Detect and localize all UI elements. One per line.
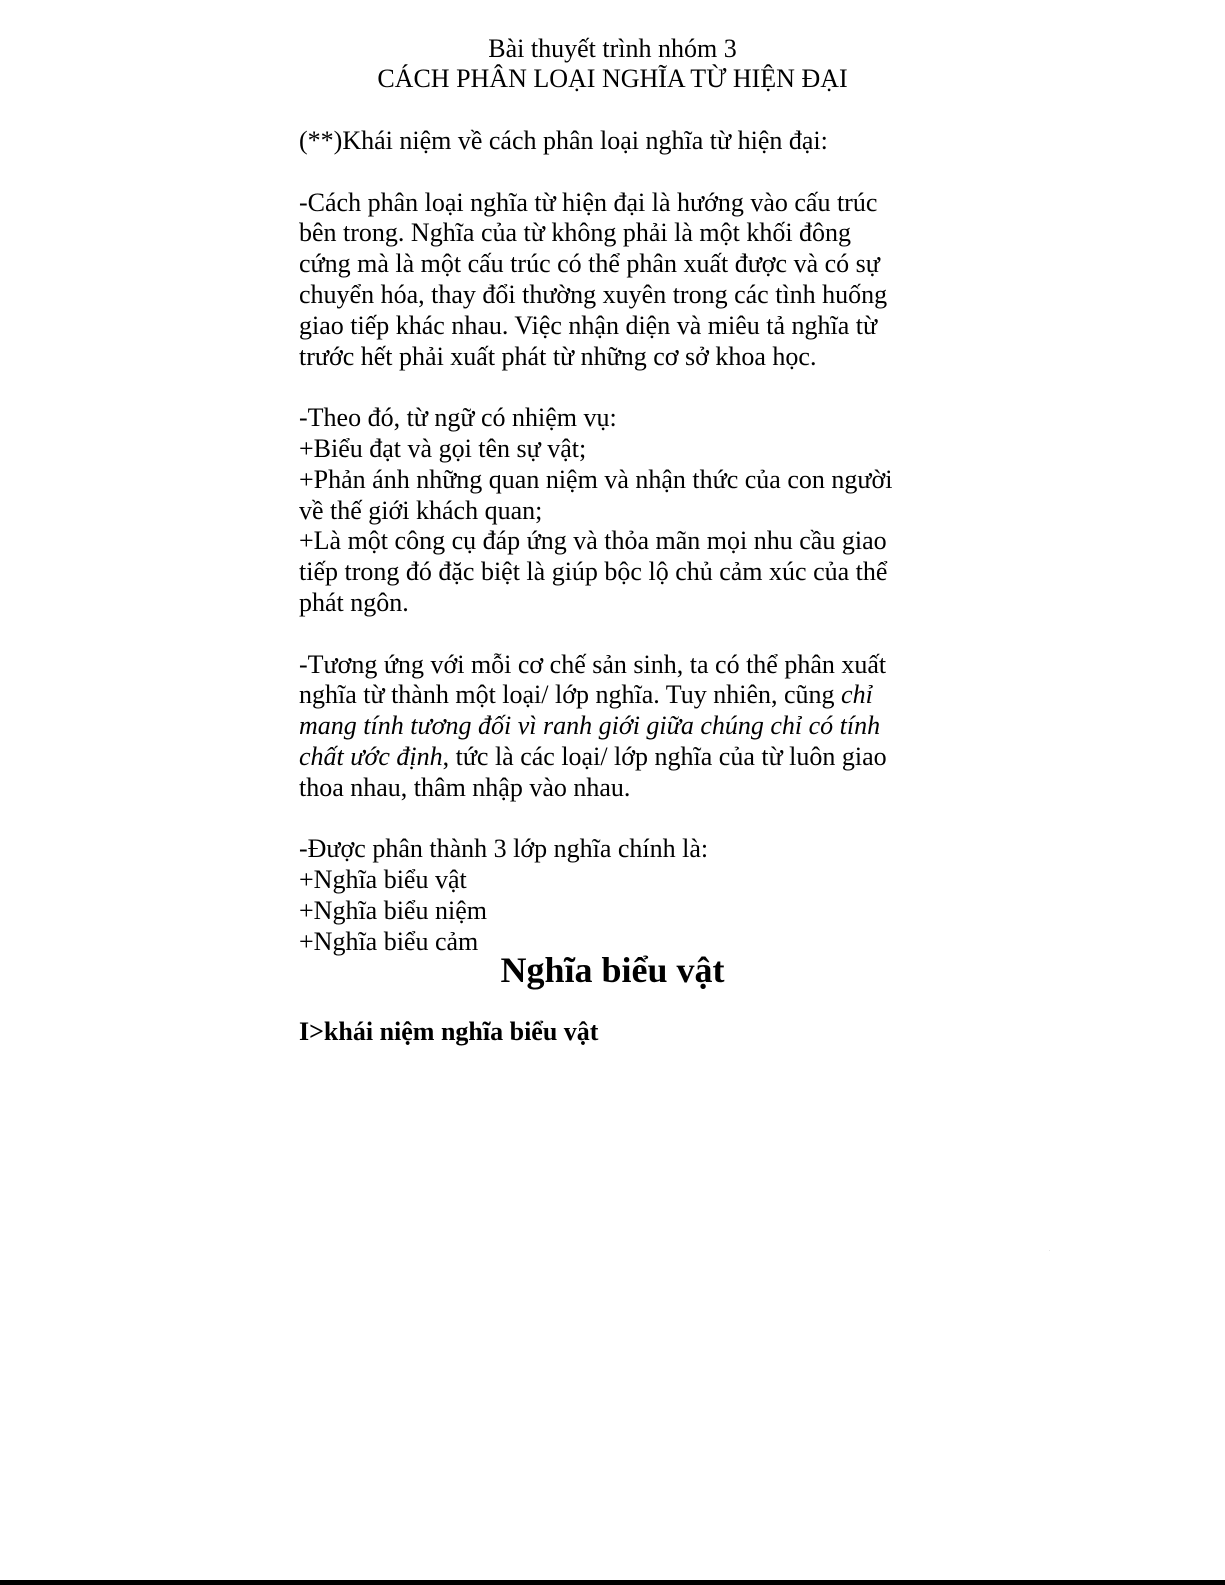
text-run: nghĩa từ thành một loại/ lớp nghĩa. Tuy nhiên, cũng	[299, 680, 842, 710]
list-item: +Nghĩa biểu niệm	[299, 895, 487, 925]
italic-run: chất ước định	[299, 741, 443, 771]
paragraph-definition	[299, 188, 929, 373]
paragraph-tasks	[299, 403, 929, 619]
text-line: -Tương ứng với mỗi cơ chế sản sinh, ta có thể phân xuất	[299, 649, 887, 679]
paragraph-gap	[299, 619, 929, 650]
text-line: tiếp trong đó đặc biệt là giúp bộc lộ chủ cảm xúc của thể	[299, 557, 888, 587]
italic-run: chỉ	[841, 680, 873, 710]
list-item: +Nghĩa biểu vật	[299, 865, 467, 895]
italic-line: mang tính tương đối vì ranh giới giữa chúng chỉ có tính	[299, 711, 881, 741]
paragraph-gap	[299, 157, 929, 188]
text-line	[299, 742, 929, 773]
text-line: -Cách phân loại nghĩa từ hiện đại là hướng vào cấu trúc	[299, 187, 878, 217]
list-item: +Phản ánh những quan niệm và nhận thức của con người	[299, 464, 893, 494]
text-run: , tức là các loại/ lớp nghĩa của từ luôn giao	[442, 741, 887, 771]
header-title: CÁCH PHÂN LOẠI NGHĨA TỪ HIỆN ĐẠI	[377, 64, 848, 93]
text-line: thoa nhau, thâm nhập vào nhau.	[299, 772, 631, 802]
text-line: giao tiếp khác nhau. Việc nhận diện và miêu tả nghĩa từ	[299, 310, 878, 340]
text-line	[299, 680, 929, 711]
text-line: bên trong. Nghĩa của từ không phải là một khối đông	[299, 218, 852, 248]
paragraph-gap	[299, 804, 929, 835]
list-item: +Là một công cụ đáp ứng và thỏa mãn mọi nhu cầu giao	[299, 526, 887, 556]
list-item: +Biểu đạt và gọi tên sự vật;	[299, 433, 587, 463]
document-header	[0, 34, 1225, 94]
text-line: trước hết phải xuất phát từ những cơ sở khoa học.	[299, 341, 817, 371]
text-line: -Theo đó, từ ngữ có nhiệm vụ:	[299, 403, 617, 433]
text-line: -Được phân thành 3 lớp nghĩa chính là:	[299, 834, 709, 864]
text-line: cứng mà là một cấu trúc có thể phân xuất được và có sự	[299, 249, 880, 279]
scan-speck	[1049, 1250, 1050, 1251]
section-title: Nghĩa biểu vật	[500, 950, 725, 990]
paragraph-classification	[299, 650, 929, 804]
text-line: về thế giới khách quan;	[299, 495, 543, 525]
document-body	[299, 126, 929, 958]
paragraph-gap	[299, 372, 929, 403]
page-bottom-border	[0, 1580, 1225, 1585]
header-line-1: Bài thuyết trình nhóm 3	[488, 34, 737, 63]
text-line: phát ngôn.	[299, 587, 409, 617]
list-item: +Nghĩa biểu cảm	[299, 926, 479, 956]
paragraph-meaning-layers	[299, 834, 929, 957]
intro-heading: (**)Khái niệm về cách phân loại nghĩa từ hiện đại:	[299, 126, 828, 155]
subsection-title: I>khái niệm nghĩa biểu vật	[299, 1017, 599, 1046]
text-line: chuyển hóa, thay đổi thường xuyên trong các tình huống	[299, 279, 888, 309]
